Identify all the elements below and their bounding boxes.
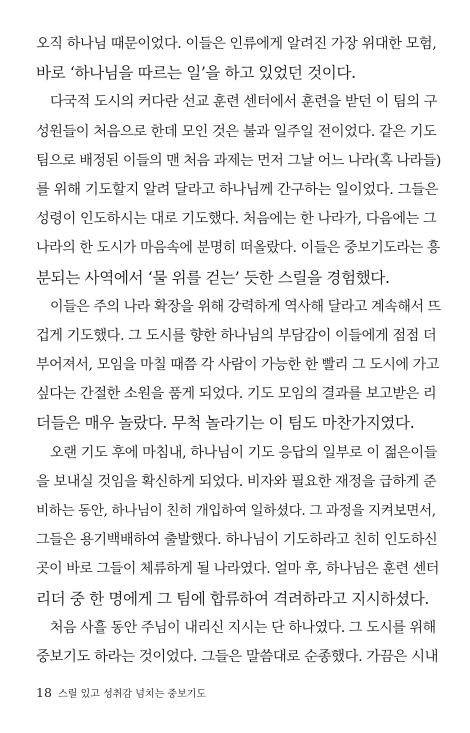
text-line (36, 643, 441, 672)
body-text (36, 30, 441, 672)
page-number: 18 (36, 685, 52, 700)
text-line-content: 처음 사흘 동안 주님이 내리신 지시는 단 하나였다. 그 도시를 위해 (50, 619, 436, 636)
text-line (36, 468, 441, 497)
text-line-content: 오직 하나님 때문이었다. 이들은 인류에게 알려진 가장 위대한 모험, (36, 36, 437, 52)
text-line (36, 409, 441, 438)
text-line (36, 497, 441, 526)
text-line-content: 중보기도 하라는 것이었다. 그들은 말씀대로 순종했다. 가끔은 시내 (36, 648, 439, 665)
text-line (36, 264, 441, 293)
text-line (36, 380, 441, 409)
text-line-content: 싶다는 간절한 소원을 품게 되었다. 기도 모임의 결과를 보고받은 리 (36, 386, 437, 403)
text-line (36, 59, 441, 88)
text-line (36, 234, 441, 263)
page-footer (36, 686, 206, 702)
text-line-content: 곳이 바로 그들이 체류하게 될 나라였다. 얼마 후, 하나님은 훈련 센터 (36, 561, 439, 578)
text-line-content: 리더 중 한 명에게 그 팀에 합류하여 격려하라고 지시하셨다. (36, 589, 429, 608)
text-line (36, 585, 441, 614)
text-line-content: 를 위해 기도할지 알려 달라고 하나님께 간구하는 일이었다. 그들은 (36, 181, 439, 198)
text-line (36, 88, 441, 117)
text-line-content: 을 보내실 것임을 확신하게 되었다. 비자와 필요한 재정을 급하게 준 (36, 473, 437, 490)
text-line (36, 322, 441, 351)
text-line (36, 205, 441, 234)
text-line-content: 부어져서, 모임을 마칠 때쯤 각 사람이 가능한 한 빨리 그 도시에 가고 (36, 357, 439, 374)
text-line-content: 더들은 매우 놀랐다. 무척 놀라기는 이 팀도 마찬가지였다. (36, 414, 415, 433)
text-line (36, 351, 441, 380)
text-line (36, 293, 441, 322)
text-line (36, 118, 441, 147)
text-line-content: 바로 ‘하나님을 따르는 일’을 하고 있었던 것이다. (36, 64, 356, 83)
running-title: 스릴 있고 성취감 넘치는 중보기도 (58, 689, 207, 700)
text-line-content: 성령이 인도하시는 대로 기도했다. 처음에는 한 나라가, 다음에는 그 (36, 211, 437, 228)
text-line-content: 겁게 기도했다. 그 도시를 향한 하나님의 부담감이 이들에게 점점 더 (36, 327, 437, 344)
text-line-content: 성원들이 처음으로 한데 모인 것은 불과 일주일 전이었다. 같은 기도 (36, 123, 437, 140)
text-line-content: 팀으로 배정된 이들의 맨 처음 과제는 먼저 그날 어느 나라(혹 나라들) (36, 152, 441, 169)
text-line-content: 다국적 도시의 커다란 선교 훈련 센터에서 훈련을 받던 이 팀의 구 (50, 94, 438, 111)
text-line (36, 526, 441, 555)
text-line-content: 그들은 용기백배하여 출발했다. 하나님이 기도하라고 친히 인도하신 (36, 532, 438, 549)
text-line-content: 분되는 사역에서 ‘물 위를 걷는’ 듯한 스릴을 경험했다. (36, 268, 390, 287)
text-line (36, 614, 441, 643)
text-line-content: 나라의 한 도시가 마음속에 분명히 떠올랐다. 이들은 중보기도라는 흥 (36, 240, 440, 257)
text-line (36, 439, 441, 468)
text-line (36, 555, 441, 584)
text-line-content: 오랜 기도 후에 마침내, 하나님이 기도 응답의 일부로 이 젊은이들 (50, 444, 438, 461)
text-line (36, 30, 441, 59)
text-line-content: 비하는 동안, 하나님이 친히 개입하여 일하셨다. 그 과정을 지켜보면서, (36, 503, 436, 519)
text-line (36, 176, 441, 205)
text-line-content: 이들은 주의 나라 확장을 위해 강력하게 역사해 달라고 계속해서 뜨 (50, 298, 441, 315)
text-line (36, 147, 441, 176)
